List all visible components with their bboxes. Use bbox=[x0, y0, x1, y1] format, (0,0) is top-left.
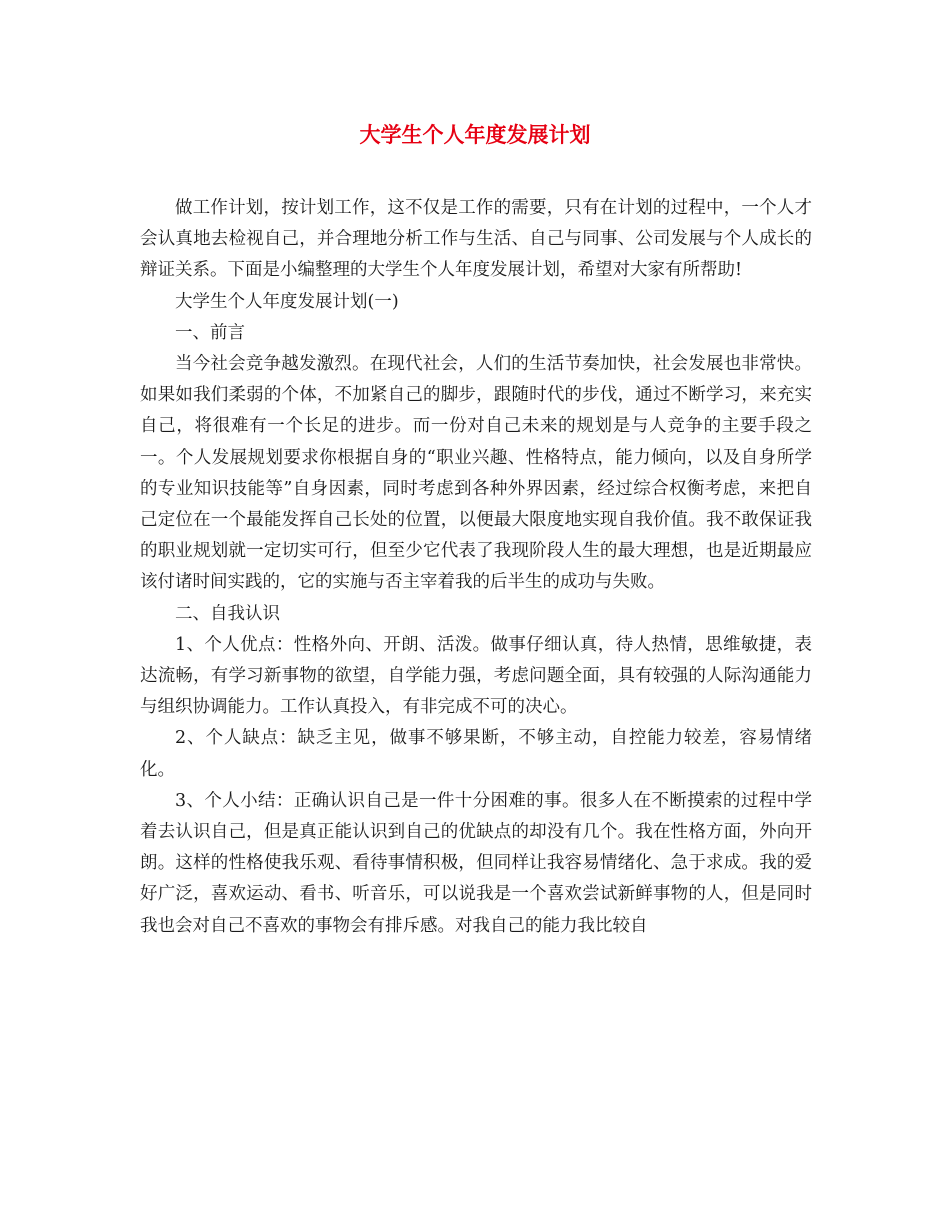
summary-paragraph: 3、个人小结：正确认识自己是一件十分困难的事。很多人在不断摸索的过程中学着去认识自己，但是真正能认识到自己的优缺点的却没有几个。我在性格方面，外向开朗。这样的性格使我乐观、看待事情积极，但同样让我容易情绪化、急于求成。我的爱好广泛，喜欢运动、看书、听音乐，可以说我是一个喜欢尝试新鲜事物的人，但是同时我也会对自己不喜欢的事物会有排斥感。对我自己的能力我比较自 bbox=[140, 790, 812, 936]
strengths-paragraph: 1、个人优点：性格外向、开朗、活泼。做事仔细认真，待人热情，思维敏捷，表达流畅，有学习新事物的欲望，自学能力强，考虑问题全面，具有较强的人际沟通能力与组织协调能力。工作认真投入，有非完成不可的决心。 bbox=[140, 634, 812, 718]
weaknesses-paragraph: 2、个人缺点：缺乏主见，做事不够果断，不够主动，自控能力较差，容易情绪化。 bbox=[140, 728, 812, 780]
section-heading-preface: 一、前言 bbox=[175, 322, 245, 343]
plan-subtitle: 大学生个人年度发展计划(一) bbox=[175, 291, 399, 312]
section-heading-self-awareness: 二、自我认识 bbox=[175, 603, 280, 624]
intro-paragraph: 做工作计划，按计划工作，这不仅是工作的需要，只有在计划的过程中，一个人才会认真地去检视自己，并合理地分析工作与生活、自己与同事、公司发展与个人成长的辩证关系。下面是小编整理的大学生个人年度发展计划，希望对大家有所帮助! bbox=[140, 198, 812, 281]
document-title: 大学生个人年度发展计划 bbox=[359, 122, 591, 147]
preface-paragraph: 当今社会竞争越发激烈。在现代社会，人们的生活节奏加快，社会发展也非常快。如果如我们柔弱的个体，不加紧自己的脚步，跟随时代的步伐，通过不断学习，来充实自己，将很难有一个长足的进步。而一份对自己未来的规划是与人竞争的主要手段之一。个人发展规划要求你根据自身的“职业兴趣、性格特点，能力倾向，以及自身所学的专业知识技能等”自身因素，同时考虑到各种外界因素，经过综合权衡考虑，来把自己定位在一个最能发挥自己长处的位置，以便最大限度地实现自我价值。我不敢保证我的职业规划就一定切实可行，但至少它代表了我现阶段人生的最大理想，也是近期最应该付诸时间实践的，它的实施与否主宰着我的后半生的成功与失败。 bbox=[140, 354, 812, 593]
document-body bbox=[140, 193, 812, 942]
